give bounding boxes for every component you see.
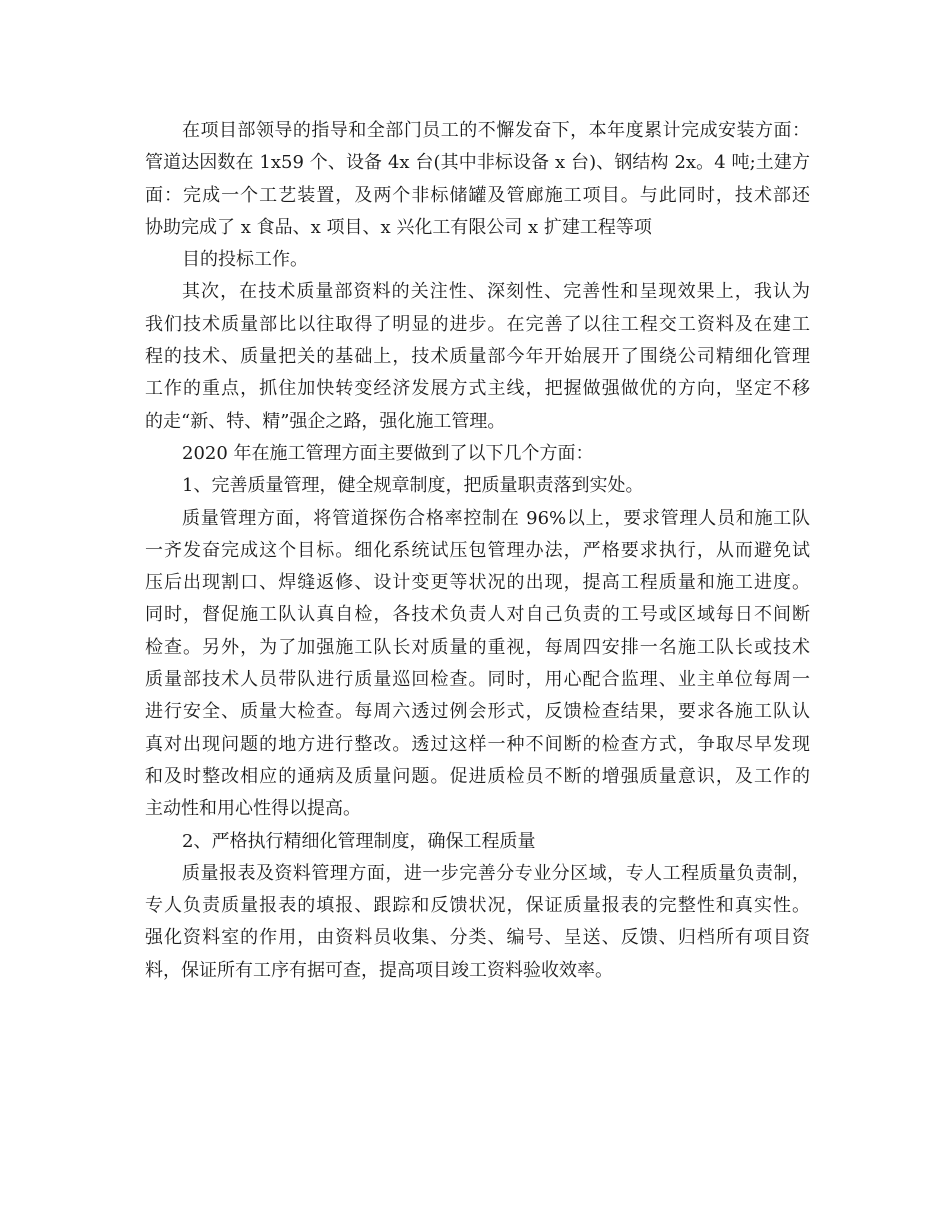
- text-line: 料，保证所有工序有据可查，提高项目竣工资料验收效率。: [145, 959, 613, 981]
- text-line: 质量部技术人员带队进行质量巡回检查。同时，用心配合监理、业主单位每周一: [145, 669, 810, 691]
- text-line: 目的投标工作。: [182, 249, 308, 271]
- text-line: 检查。另外，为了加强施工队长对质量的重视，每周四安排一名施工队长或技术: [145, 636, 810, 658]
- text-line: 2、严格执行精细化管理制度，确保工程质量: [182, 830, 536, 852]
- text-line: 真对出现问题的地方进行整改。透过这样一种不间断的检查方式，争取尽早发现: [145, 733, 810, 755]
- text-line: 专人负责质量报表的填报、跟踪和反馈状况，保证质量报表的完整性和真实性。: [145, 895, 810, 917]
- text-line: 程的技术、质量把关的基础上，技术质量部今年开始展开了围绕公司精细化管理: [145, 346, 810, 368]
- text-line: 主动性和用心性得以提高。: [145, 798, 361, 820]
- text-line: 其次，在技术质量部资料的关注性、深刻性、完善性和呈现效果上，我认为: [182, 281, 810, 303]
- text-line: 1、完善质量管理，健全规章制度，把质量职责落到实处。: [182, 475, 644, 497]
- text-line: 面：完成一个工艺装置，及两个非标储罐及管廊施工项目。与此同时，技术部还: [145, 184, 810, 206]
- text-line: 质量管理方面，将管道探伤合格率控制在 96%以上，要求管理人员和施工队: [182, 507, 810, 529]
- text-line: 质量报表及资料管理方面，进一步完善分专业分区域，专人工程质量负责制，: [182, 862, 810, 884]
- text-line: 一齐发奋完成这个目标。细化系统试压包管理办法，严格要求执行，从而避免试: [145, 539, 810, 561]
- text-line: 工作的重点，抓住加快转变经济发展方式主线，把握做强做优的方向，坚定不移: [145, 378, 810, 400]
- text-line: 和及时整改相应的通病及质量问题。促进质检员不断的增强质量意识，及工作的: [145, 765, 810, 787]
- text-line: 压后出现割口、焊缝返修、设计变更等状况的出现，提高工程质量和施工进度。: [145, 572, 810, 594]
- text-line: 的走“新、特、精”强企之路，强化施工管理。: [145, 410, 506, 432]
- text-line: 同时，督促施工队认真自检，各技术负责人对自己负责的工号或区域每日不间断: [145, 604, 810, 626]
- text-line: 协助完成了 x 食品、x 项目、x 兴化工有限公司 x 扩建工程等项: [145, 216, 652, 238]
- text-line: 进行安全、质量大检查。每周六透过例会形式，反馈检查结果，要求各施工队认: [145, 701, 810, 723]
- text-line: 在项目部领导的指导和全部门员工的不懈发奋下，本年度累计完成安装方面：: [182, 120, 810, 141]
- text-line: 强化资料室的作用，由资料员收集、分类、编号、呈送、反馈、归档所有项目资: [145, 927, 810, 949]
- text-line: 管道达因数在 1x59 个、设备 4x 台(其中非标设备 x 台)、钢结构 2x。4 吨;土建方: [145, 152, 810, 174]
- document-body: [145, 115, 810, 987]
- text-line: 我们技术质量部比以往取得了明显的进步。在完善了以往工程交工资料及在建工: [145, 313, 810, 335]
- text-line: 2020 年在施工管理方面主要做到了以下几个方面：: [182, 442, 594, 464]
